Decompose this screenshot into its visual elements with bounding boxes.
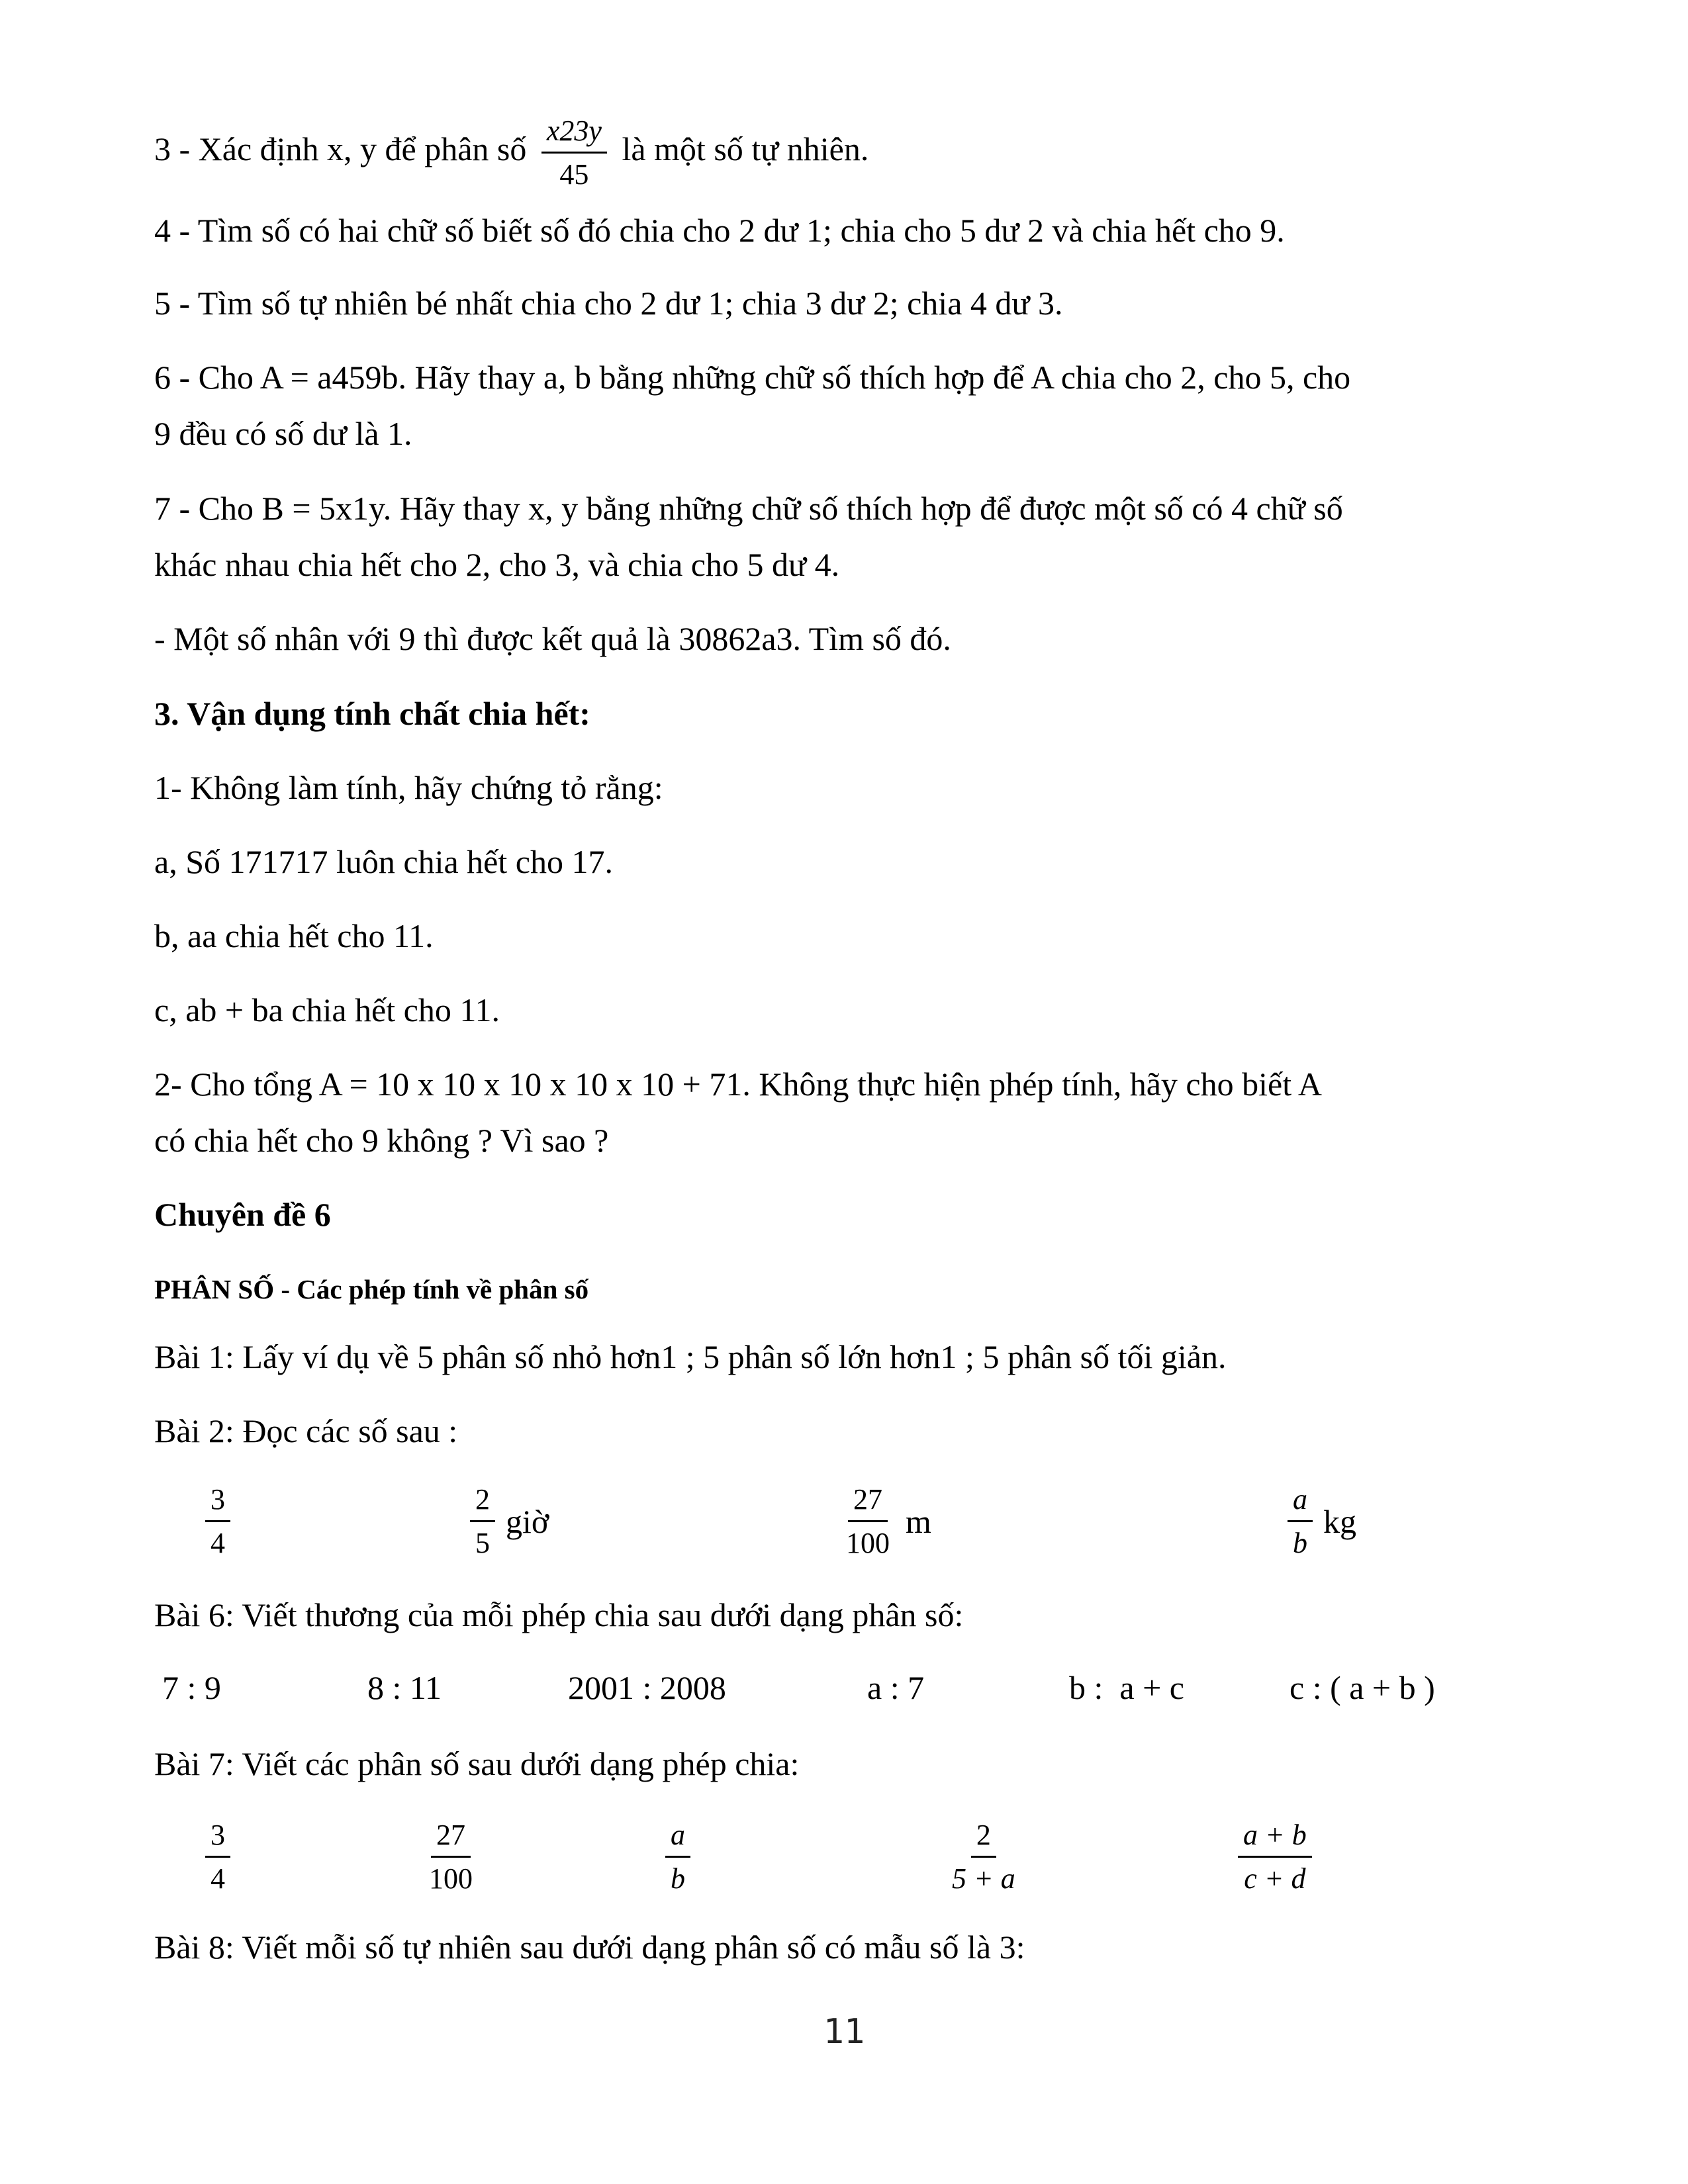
problem-6-line-1: 6 - Cho A = a459b. Hãy thay a, b bằng những chữ số thích hợp để A chia cho 2, cho 5, cho	[154, 359, 1351, 396]
section-3-heading: 3. Vận dụng tính chất chia hết:	[154, 695, 590, 732]
bai-1: Bài 1: Lấy ví dụ về 5 phân số nhỏ hơn1 ; 5 phân số lớn hơn1 ; 5 phân số tối giản.	[154, 1338, 1227, 1375]
bai-6: Bài 6: Viết thương của mỗi phép chia sau dưới dạng phân số:	[154, 1596, 964, 1633]
bai-2-fraction-2	[463, 1481, 549, 1561]
problem-5: 5 - Tìm số tự nhiên bé nhất chia cho 2 dư 1; chia 3 dư 2; chia 4 dư 3.	[154, 285, 1063, 322]
bai-6-item-1: 7 : 9	[162, 1669, 221, 1706]
numerator: a	[1288, 1481, 1313, 1522]
problem-3-text-after: là một số tự nhiên.	[622, 130, 869, 167]
section-3-question-1b: b, aa chia hết cho 11.	[154, 917, 434, 954]
numerator: 2	[470, 1481, 495, 1522]
problem-3	[154, 113, 1564, 193]
bai-6-item-6: c : ( a + b )	[1289, 1669, 1435, 1706]
section-3-question-2-line-2: có chia hết cho 9 không ? Vì sao ?	[154, 1122, 609, 1159]
denominator: 5 + a	[952, 1862, 1015, 1895]
bai-6-item-3: 2001 : 2008	[568, 1669, 726, 1706]
bai-6-item-5: b : a + c	[1069, 1669, 1184, 1706]
bai-2-fraction-1	[199, 1481, 237, 1561]
numerator: a	[665, 1817, 690, 1858]
bai-2-fraction-4	[1281, 1481, 1356, 1561]
problem-7-line-1: 7 - Cho B = 5x1y. Hãy thay x, y bằng những chữ số thích hợp để được một số có 4 chữ số	[154, 490, 1343, 527]
bai-7-fraction-2	[417, 1817, 485, 1897]
bai-8: Bài 8: Viết mỗi số tự nhiên sau dưới dạng phân số có mẫu số là 3:	[154, 1929, 1025, 1966]
numerator: 3	[205, 1817, 230, 1858]
bai-2-fraction-3	[834, 1481, 931, 1561]
fraction-numerator: x23y	[541, 113, 607, 154]
bai-6-item-2: 8 : 11	[367, 1669, 442, 1706]
problem-3-text-before: 3 - Xác định x, y để phân số	[154, 130, 527, 167]
denominator: 4	[211, 1862, 225, 1895]
unit-label: m	[906, 1502, 931, 1540]
numerator: a + b	[1238, 1817, 1312, 1858]
denominator: 5	[475, 1527, 490, 1559]
bai-2: Bài 2: Đọc các số sau :	[154, 1412, 458, 1449]
problem-6-line-2: 9 đều có số dư là 1.	[154, 415, 412, 452]
bai-7-fraction-3	[659, 1817, 697, 1897]
problem-7-line-2: khác nhau chia hết cho 2, cho 3, và chia cho 5 dư 4.	[154, 546, 840, 583]
unit-label: giờ	[506, 1502, 549, 1540]
numerator: 2	[971, 1817, 996, 1858]
fraction-denominator: 45	[559, 158, 589, 191]
bai-7-fraction-4	[940, 1817, 1027, 1897]
bai-7: Bài 7: Viết các phân số sau dưới dạng phép chia:	[154, 1745, 800, 1782]
bai-7-fraction-1	[199, 1817, 237, 1897]
bai-7-fraction-5	[1231, 1817, 1319, 1897]
section-3-question-1a: a, Số 171717 luôn chia hết cho 17.	[154, 843, 613, 880]
denominator: 100	[429, 1862, 473, 1895]
numerator: 27	[848, 1481, 888, 1522]
unit-label: kg	[1323, 1502, 1356, 1540]
fraction-x23y-over-45	[541, 113, 607, 193]
section-3-question-1c: c, ab + ba chia hết cho 11.	[154, 991, 500, 1028]
denominator: 4	[211, 1527, 225, 1559]
page-number: 11	[823, 2012, 865, 2052]
problem-4: 4 - Tìm số có hai chữ số biết số đó chia cho 2 dư 1; chia cho 5 dư 2 và chia hết cho 9.	[154, 212, 1285, 249]
problem-8: - Một số nhân với 9 thì được kết quả là 30862a3. Tìm số đó.	[154, 620, 951, 657]
denominator: b	[1293, 1527, 1307, 1559]
numerator: 3	[205, 1481, 230, 1522]
section-3-question-1: 1- Không làm tính, hãy chứng tỏ rằng:	[154, 769, 663, 806]
chapter-6-subtitle: PHÂN SỐ - Các phép tính về phân số	[154, 1274, 589, 1304]
denominator: b	[671, 1862, 685, 1895]
chapter-6-title: Chuyên đề 6	[154, 1196, 331, 1233]
denominator: c + d	[1244, 1862, 1306, 1895]
bai-6-item-4: a : 7	[867, 1669, 925, 1706]
denominator: 100	[846, 1527, 890, 1559]
numerator: 27	[431, 1817, 471, 1858]
section-3-question-2-line-1: 2- Cho tổng A = 10 x 10 x 10 x 10 x 10 + 71. Không thực hiện phép tính, hãy cho biết A	[154, 1066, 1322, 1103]
